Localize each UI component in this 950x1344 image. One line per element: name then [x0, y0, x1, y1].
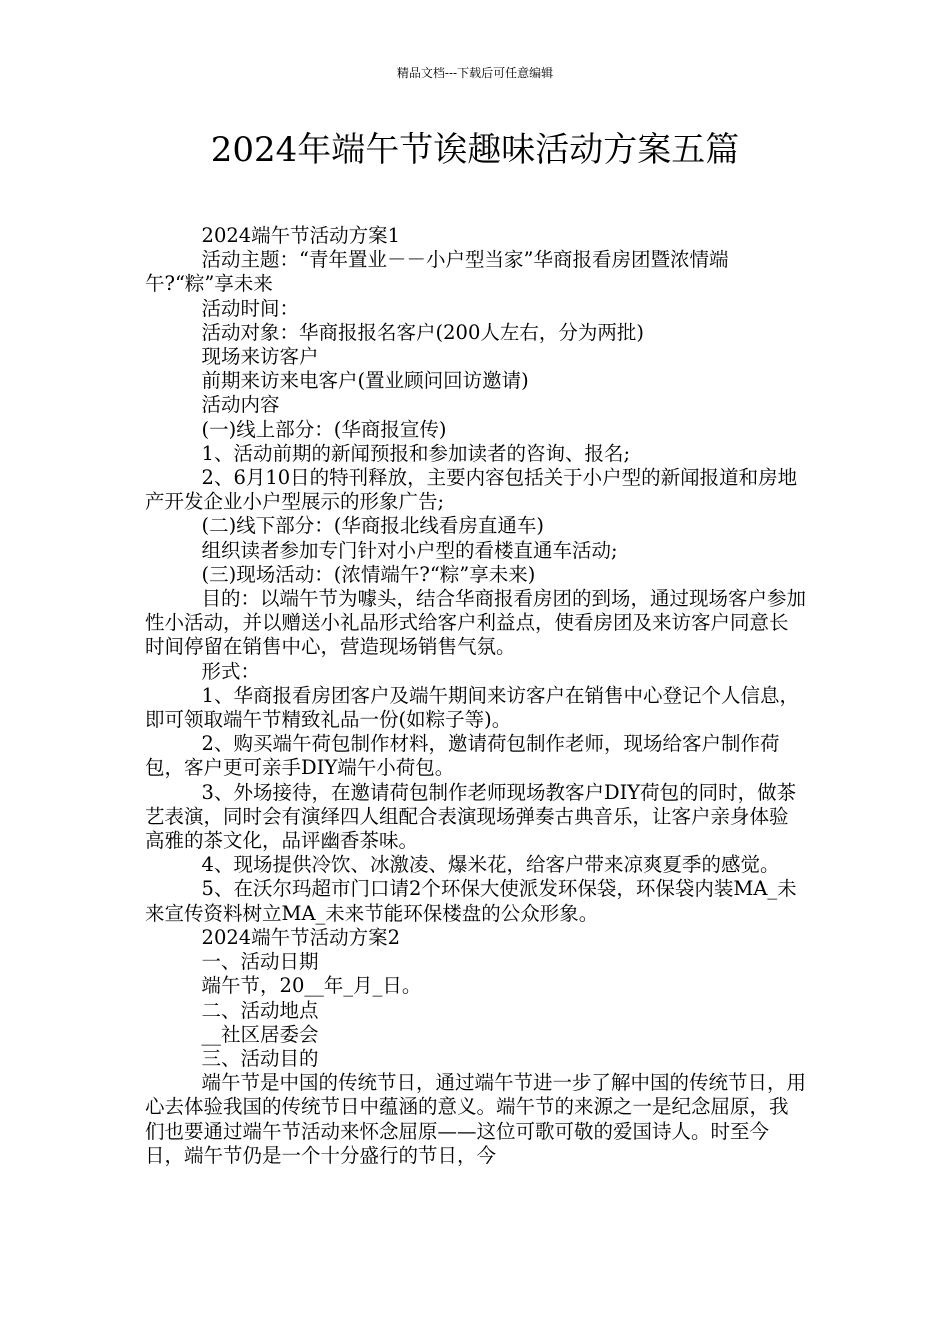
- paragraph: 组织读者参加专门针对小户型的看楼直通车活动;: [201, 538, 618, 562]
- paragraph: 5、在沃尔玛超市门口请2个环保大使派发环保袋，环保袋内装MA_未来宣传资料树立MA_未来节能环保楼盘的公众形象。: [145, 877, 797, 925]
- paragraph: (三)现场活动：(浓情端午?“粽”享未来): [201, 562, 536, 586]
- paragraph: 2、购买端午荷包制作材料，邀请荷包制作老师，现场给客户制作荷包，客户更可亲手DIY端午小荷包。: [145, 732, 780, 780]
- paragraph: __社区居委会: [201, 1022, 319, 1046]
- paragraph: (二)线下部分：(华商报北线看房直通车): [201, 514, 544, 538]
- paragraph: 活动时间：: [201, 296, 300, 320]
- paragraph: 活动主题：“青年置业－－小户型当家”华商报看房团暨浓情端午?“粽”享未来: [145, 248, 729, 296]
- paragraph: 3、外场接待，在邀请荷包制作老师现场教客户DIY荷包的同时，做茶艺表演，同时会有演绎四人组配合表演现场弹奏古典音乐，让客户亲身体验高雅的茶文化，品评幽香茶味。: [145, 780, 797, 853]
- paragraph: 形式：: [201, 659, 261, 683]
- paragraph: 1、华商报看房团客户及端午期间来访客户在销售中心登记个人信息，即可领取端午节精致礼品一份(如粽子等)。: [145, 683, 799, 732]
- paragraph: 现场来访客户: [201, 345, 319, 369]
- paragraph: 端午节，20__年_月_日。: [201, 974, 422, 998]
- paragraph: 活动对象：华商报报名客户(200人左右，分为两批): [201, 320, 644, 344]
- paragraph: 2024端午节活动方案1: [201, 224, 401, 247]
- paragraph: 1、活动前期的新闻预报和参加读者的咨询、报名;: [201, 441, 631, 465]
- paragraph: 端午节是中国的传统节日，通过端午节进一步了解中国的传统节日，用心去体验我国的传统节日中蕴涵的意义。端午节的来源之一是纪念屈原，我们也要通过端午节活动来怀念屈原——这位可歌可敬的爱国诗人。时至今日，端午节仍是一个十分盛行的节日，今: [145, 1071, 807, 1167]
- paragraph: 三、活动目的: [201, 1046, 319, 1070]
- paragraph: 活动内容: [201, 393, 280, 417]
- paragraph: 一、活动日期: [201, 950, 319, 974]
- document-body: [145, 224, 807, 1168]
- paragraph: (一)线上部分：(华商报宣传): [201, 417, 447, 441]
- paragraph: 前期来访来电客户(置业顾问回访邀请): [201, 369, 529, 393]
- document-title: 2024年端午节诶趣味活动方案五篇: [210, 130, 740, 170]
- paragraph: 目的：以端午节为噱头，结合华商报看房团的到场，通过现场客户参加性小活动，并以赠送小礼品形式给客户利益点，使看房团及来访客户同意长时间停留在销售中心，营造现场销售气氛。: [145, 587, 807, 659]
- paragraph: 2、6月10日的特刊释放，主要内容包括关于小户型的新闻报道和房地产开发企业小户型展示的形象广告;: [145, 466, 798, 514]
- page-header: 精品文档---下载后可任意编辑: [396, 66, 554, 80]
- paragraph: 二、活动地点: [201, 998, 319, 1022]
- paragraph: 2024端午节活动方案2: [201, 925, 401, 949]
- paragraph: 4、现场提供冷饮、冰激凌、爆米花，给客户带来凉爽夏季的感觉。: [201, 853, 780, 877]
